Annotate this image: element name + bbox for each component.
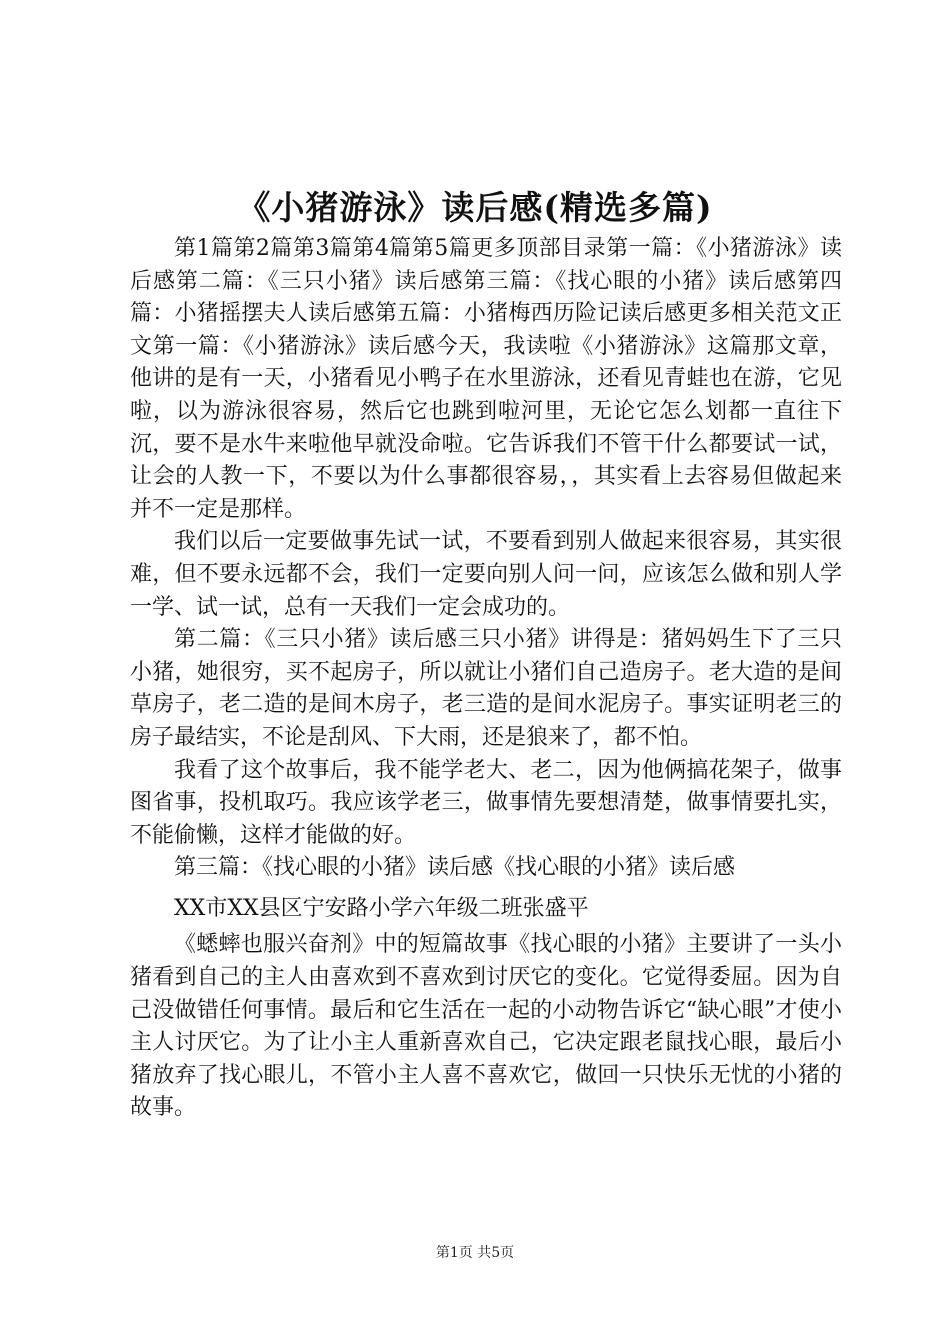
page-number-footer: 第1页 共5页 [435,1245,515,1261]
author-line: XX市XX县区宁安路小学六年级二班张盛平 [174,895,589,921]
document-title: 《小猪游泳》读后感(精选多篇) [237,188,713,227]
paragraph: 第1篇第2篇第3篇第4篇第5篇更多顶部目录第一篇：《小猪游泳》读后感第二篇：《三只小猪》读后感第三篇：《找心眼的小猪》读后感第四篇：小猪摇摆夫人读后感第五篇：小猪梅西历险记读后感更多相关范文正文第一篇：《小猪游泳》读后感今天，我读啦《小猪游泳》这篇那文章，他讲的是有一天，小猪看见小鸭子在水里游泳，还看见青蛙也在游，它见啦，以为游泳很容易，然后它也跳到啦河里，无论它怎么划都一直往下沉，要不是水牛来啦他早就没命啦。它告诉我们不管干什么都要试一试，让会的人教一下，不要以为什么事都很容易，，其实看上去容易但做起来并不一定是那样。 [130,236,842,522]
paragraph: 我们以后一定要做事先试一试，不要看到别人做起来很容易，其实很难，但不要永远都不会，我们一定要向别人问一问，应该怎么做和别人学一学、试一试，总有一天我们一定会成功的。 [130,529,842,620]
paragraph: 第二篇：《三只小猪》读后感三只小猪》讲得是：猪妈妈生下了三只小猪，她很穷，买不起房子，所以就让小猪们自己造房子。老大造的是间草房子，老二造的是间木房子，老三造的是间水泥房子。事实证明老三的房子最结实，不论是刮风、下大雨，还是狼来了，都不怕。 [130,627,842,750]
paragraph: 第三篇：《找心眼的小猪》读后感《找心眼的小猪》读后感 [174,855,736,881]
paragraph: 《蟋蟀也服兴奋剂》中的短篇故事《找心眼的小猪》主要讲了一头小猪看到自己的主人由喜欢到不喜欢到讨厌它的变化。它觉得委屈。因为自己没做错任何事情。最后和它生活在一起的小动物告诉它“缺心眼”才使小主人讨厌它。为了让小主人重新喜欢自己，它决定跟老鼠找心眼，最后小猪放弃了找心眼儿，不管小主人喜不喜欢它，做回一只快乐无忧的小猪的故事。 [130,932,842,1121]
paragraph: 我看了这个故事后，我不能学老大、老二，因为他俩搞花架子，做事图省事，投机取巧。我应该学老三，做事情先要想清楚，做事情要扎实，不能偷懒，这样才能做的好。 [130,757,842,848]
document-body [130,233,842,1125]
